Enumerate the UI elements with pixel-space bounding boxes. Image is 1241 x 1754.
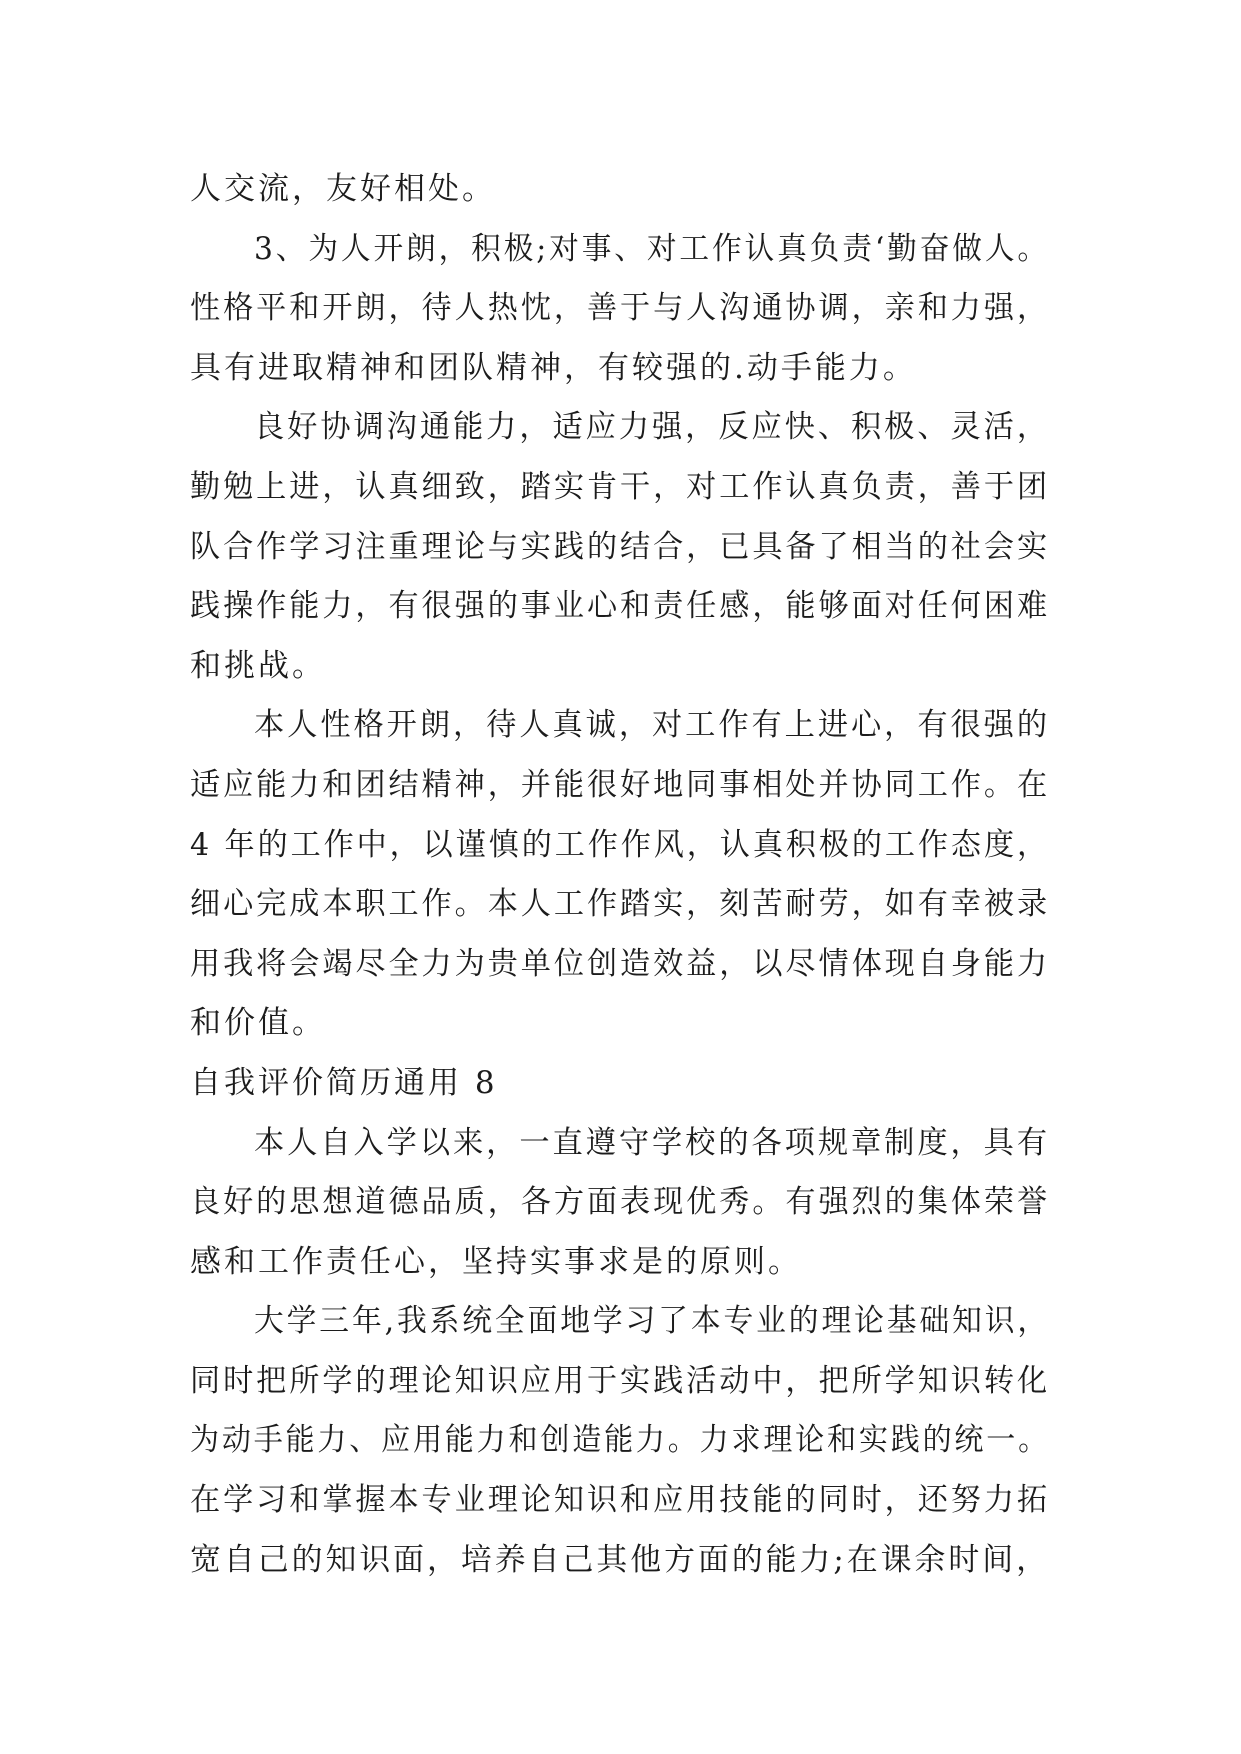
- text-line: 感和工作责任心，坚持实事求是的原则。: [190, 1243, 802, 1280]
- text-line: 适应能力和团结精神，并能很好地同事相处并协同工作。在: [190, 766, 1051, 803]
- text-line: 用我将会竭尽全力为贵单位创造效益，以尽情体现自身能力: [190, 945, 1051, 982]
- text-line: 宽自己的知识面，培养自己其他方面的能力;在课余时间，: [190, 1541, 1050, 1578]
- text-line: 勤勉上进，认真细致，踏实肯干，对工作认真负责，善于团: [190, 468, 1051, 505]
- document-body: [190, 160, 1050, 1590]
- text-line: 性格平和开朗，待人热忱，善于与人沟通协调，亲和力强，: [190, 290, 1051, 327]
- text-line: 为动手能力、应用能力和创造能力。力求理论和实践的统一。: [190, 1422, 1050, 1459]
- text-line: 良好协调沟通能力，适应力强，反应快、积极、灵活，: [254, 409, 1051, 446]
- text-line: 和价值。: [190, 1005, 326, 1042]
- text-line: 大学三年,我系统全面地学习了本专业的理论基础知识，: [254, 1303, 1051, 1340]
- text-line: 在学习和掌握本专业理论知识和应用技能的同时，还努力拓: [190, 1482, 1051, 1519]
- text-line: 人交流，友好相处。: [190, 171, 496, 207]
- text-line: 践操作能力，有很强的事业心和责任感，能够面对任何困难: [190, 588, 1051, 625]
- text-line: 队合作学习注重理论与实践的结合，已具备了相当的社会实: [190, 528, 1051, 565]
- text-line: 同时把所学的理论知识应用于实践活动中，把所学知识转化: [190, 1362, 1051, 1399]
- text-line: 本人自入学以来，一直遵守学校的各项规章制度，具有: [254, 1124, 1051, 1161]
- text-line: 本人性格开朗，待人真诚，对工作有上进心，有很强的: [254, 707, 1051, 744]
- text-line: 细心完成本职工作。本人工作踏实，刻苦耐劳，如有幸被录: [190, 886, 1051, 923]
- text-line: 具有进取精神和团队精神，有较强的.动手能力。: [190, 349, 917, 386]
- text-line: 自我评价简历通用 8: [190, 1064, 498, 1101]
- text-line: 4 年的工作中，以谨慎的工作作风，认真积极的工作态度，: [190, 826, 1050, 863]
- text-line: 良好的思想道德品质，各方面表现优秀。有强烈的集体荣誉: [190, 1184, 1051, 1221]
- text-line: 3、为人开朗，积极;对事、对工作认真负责‘勤奋做人。: [254, 230, 1050, 267]
- text-line: 和挑战。: [190, 647, 326, 684]
